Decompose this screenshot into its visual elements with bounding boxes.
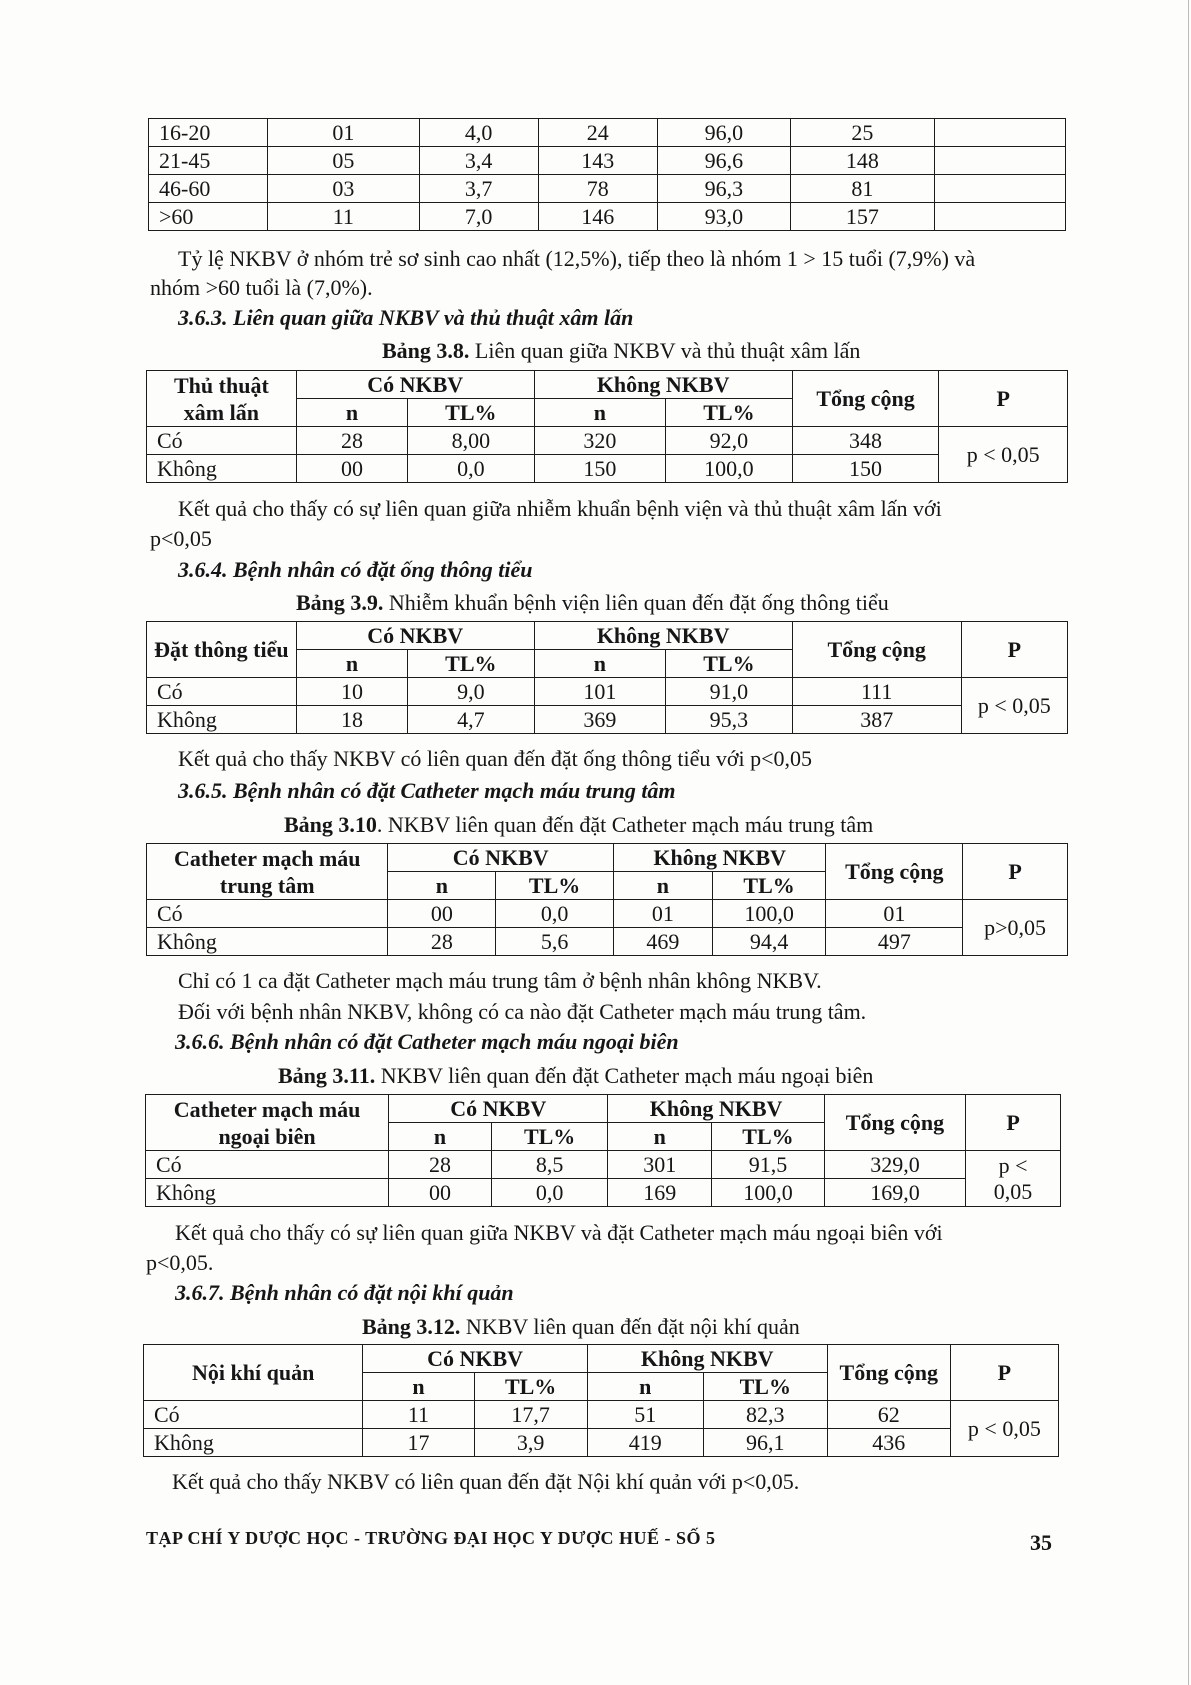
table-cell: 81 [790,175,934,203]
section-heading-3-6-5: 3.6.5. Bệnh nhân có đặt Catheter mạch máu trung tâm [178,778,676,803]
table-cell [934,147,1065,175]
row-header-cell: Thủ thuật xâm lấn [147,371,297,427]
table-cell: 7,0 [419,203,538,231]
table-cell: 4,7 [408,706,535,734]
khong-nkbv-header: Không NKBV [613,844,826,872]
table-cell: Không [147,455,297,483]
p-header: P [966,1095,1061,1151]
age-group-table [148,118,1066,231]
p-value: p < 0,05 [961,678,1067,734]
table-cell: 3,4 [419,147,538,175]
table-cell: Có [144,1401,363,1429]
table-row [149,147,1066,175]
table-cell: 92,0 [666,427,793,455]
tl-header: TL% [703,1373,827,1401]
table-cell: 00 [388,900,496,928]
table-cell: 0,0 [496,900,614,928]
scan-edge-line [1188,0,1189,1685]
table-cell: 96,1 [703,1429,827,1457]
result-3-9: Kết quả cho thấy NKBV có liên quan đến đặt ống thông tiểu với p<0,05 [178,746,813,771]
row-header-cell: Catheter mạch máu ngoại biên [146,1095,389,1151]
section-heading-3-6-6: 3.6.6. Bệnh nhân có đặt Catheter mạch máu ngoại biên [175,1029,679,1054]
table-cell: Có [147,427,297,455]
table-cell: 369 [534,706,666,734]
tl-header: TL% [666,650,793,678]
table-cell: 62 [827,1401,950,1429]
table-row [147,455,1068,483]
table-cell: 348 [792,427,939,455]
table-cell: 100,0 [712,1179,825,1207]
tl-header: TL% [666,399,793,427]
table-caption-3-11: Bảng 3.11. NKBV liên quan đến đặt Catheter mạch máu ngoại biên [278,1063,874,1088]
table-cell [934,203,1065,231]
table-cell [934,175,1065,203]
table-cell: 146 [538,203,657,231]
tl-header: TL% [491,1123,608,1151]
table-cell: 8,00 [408,427,535,455]
table-cell: 3,9 [474,1429,587,1457]
table-cell: 100,0 [712,900,826,928]
table-cell: 05 [268,147,419,175]
table-cell: 10 [296,678,407,706]
tl-header: TL% [408,399,535,427]
table-3-8 [146,370,1068,483]
table-cell: 3,7 [419,175,538,203]
table-row [146,1179,1061,1207]
n-header: n [534,650,666,678]
tong-cong-header: Tổng cộng [827,1345,950,1401]
table-cell: Không [144,1429,363,1457]
n-header: n [534,399,666,427]
row-header-cell: Catheter mạch máu trung tâm [147,844,388,900]
co-nkbv-header: Có NKBV [296,622,534,650]
n-header: n [296,399,407,427]
table-cell: 96,0 [657,119,790,147]
table-cell: 01 [613,900,712,928]
table-cell: 111 [792,678,961,706]
table-row [147,427,1068,455]
section-heading-3-6-7: 3.6.7. Bệnh nhân có đặt nội khí quản [175,1280,514,1305]
table-3-9 [146,621,1068,734]
co-nkbv-header: Có NKBV [388,844,613,872]
row-header-cell: Nội khí quản [144,1345,363,1401]
table-cell: 17,7 [474,1401,587,1429]
table-cell: 11 [268,203,419,231]
table-row [147,706,1068,734]
table-cell: 95,3 [666,706,793,734]
table-cell: 28 [388,928,496,956]
table-cell: 329,0 [824,1151,965,1179]
table-caption-3-9: Bảng 3.9. Nhiễm khuẩn bệnh viện liên quan đến đặt ống thông tiểu [296,590,889,615]
table-cell: 91,5 [712,1151,825,1179]
result-3-12: Kết quả cho thấy NKBV có liên quan đến đặt Nội khí quản với p<0,05. [172,1469,800,1494]
n-header: n [608,1123,712,1151]
table-cell: 0,0 [491,1179,608,1207]
p-value: p < 0,05 [939,427,1068,483]
table-row [147,928,1068,956]
p-header: P [961,622,1067,678]
table-row [146,1151,1061,1179]
p-header: P [963,844,1068,900]
table-3-11 [145,1094,1061,1207]
tong-cong-header: Tổng cộng [826,844,963,900]
tl-header: TL% [712,1123,825,1151]
row-header-cell: Đặt thông tiểu [147,622,297,678]
table-cell: 00 [296,455,407,483]
table-cell: 01 [268,119,419,147]
table-cell [934,119,1065,147]
n-header: n [388,872,496,900]
tong-cong-header: Tổng cộng [792,622,961,678]
p-value: p < 0,05 [950,1401,1058,1457]
n-header: n [296,650,407,678]
note-3-10-line1: Chỉ có 1 ca đặt Catheter mạch máu trung tâm ở bệnh nhân không NKBV. [178,968,822,993]
table-cell: 8,5 [491,1151,608,1179]
table-cell: 46-60 [149,175,268,203]
tong-cong-header: Tổng cộng [792,371,939,427]
table-cell: 94,4 [712,928,826,956]
table-3-10 [146,843,1068,956]
journal-footer: TẠP CHÍ Y DƯỢC HỌC - TRƯỜNG ĐẠI HỌC Y DƯỢC HUẾ - SỐ 5 [146,1528,716,1548]
p-header: P [939,371,1068,427]
table-cell: 11 [363,1401,474,1429]
table-cell: 150 [792,455,939,483]
table-caption-3-12: Bảng 3.12. NKBV liên quan đến đặt nội khí quản [362,1314,800,1339]
tl-header: TL% [474,1373,587,1401]
table-cell: 82,3 [703,1401,827,1429]
table-cell: 16-20 [149,119,268,147]
n-header: n [587,1373,703,1401]
section-heading-3-6-4: 3.6.4. Bệnh nhân có đặt ống thông tiểu [178,557,533,582]
n-header: n [613,872,712,900]
table-cell: 78 [538,175,657,203]
table-cell: 148 [790,147,934,175]
table-cell: 03 [268,175,419,203]
p-header: P [950,1345,1058,1401]
section-heading-3-6-3: 3.6.3. Liên quan giữa NKBV và thủ thuật xâm lấn [178,305,634,330]
table-cell: >60 [149,203,268,231]
table-caption-3-10: Bảng 3.10. NKBV liên quan đến đặt Catheter mạch máu trung tâm [284,812,874,837]
table-cell: 320 [534,427,666,455]
table-row [147,900,1068,928]
tl-header: TL% [712,872,826,900]
table-row [149,175,1066,203]
table-cell: 91,0 [666,678,793,706]
table-cell: 419 [587,1429,703,1457]
tl-header: TL% [496,872,614,900]
table-cell: 101 [534,678,666,706]
table-cell: Có [146,1151,389,1179]
table-cell: 4,0 [419,119,538,147]
table-cell: 157 [790,203,934,231]
table-cell: 469 [613,928,712,956]
page-number: 35 [1030,1530,1052,1555]
table-row [149,203,1066,231]
table-cell: 96,6 [657,147,790,175]
table-row [144,1429,1059,1457]
result-3-8-line2: p<0,05 [150,526,212,551]
table-cell: 93,0 [657,203,790,231]
co-nkbv-header: Có NKBV [363,1345,587,1373]
table-cell: 169,0 [824,1179,965,1207]
table-cell: 28 [296,427,407,455]
result-3-8-line1: Kết quả cho thấy có sự liên quan giữa nhiễm khuẩn bệnh viện và thủ thuật xâm lấn với [178,496,942,521]
tl-header: TL% [408,650,535,678]
table-cell: 25 [790,119,934,147]
table-cell: 143 [538,147,657,175]
table-cell: 51 [587,1401,703,1429]
table-cell: 436 [827,1429,950,1457]
khong-nkbv-header: Không NKBV [608,1095,824,1123]
khong-nkbv-header: Không NKBV [534,371,792,399]
note-3-10-line2: Đối với bệnh nhân NKBV, không có ca nào đặt Catheter mạch máu trung tâm. [178,999,867,1024]
table-cell: 301 [608,1151,712,1179]
table-cell: Không [147,928,388,956]
table-cell: 96,3 [657,175,790,203]
table-row [147,678,1068,706]
table-cell: 28 [389,1151,492,1179]
table-caption-3-8: Bảng 3.8. Liên quan giữa NKBV và thủ thuật xâm lấn [382,338,861,363]
table-cell: 24 [538,119,657,147]
table-cell: 169 [608,1179,712,1207]
age-paragraph-line1: Tỷ lệ NKBV ở nhóm trẻ sơ sinh cao nhất (12,5%), tiếp theo là nhóm 1 > 15 tuổi (7,9%) và [178,246,976,271]
tong-cong-header: Tổng cộng [824,1095,965,1151]
table-row [144,1401,1059,1429]
table-cell: 01 [826,900,963,928]
p-value: p>0,05 [963,900,1068,956]
khong-nkbv-header: Không NKBV [587,1345,827,1373]
table-cell: Không [147,706,297,734]
table-cell: Có [147,678,297,706]
table-cell: 100,0 [666,455,793,483]
table-cell: Có [147,900,388,928]
khong-nkbv-header: Không NKBV [534,622,792,650]
n-header: n [389,1123,492,1151]
age-paragraph-line2: nhóm >60 tuổi là (7,0%). [150,275,373,300]
p-value: p < 0,05 [966,1151,1061,1207]
table-cell: 497 [826,928,963,956]
n-header: n [363,1373,474,1401]
result-3-11-line2: p<0,05. [146,1250,214,1275]
table-cell: 18 [296,706,407,734]
table-row [149,119,1066,147]
co-nkbv-header: Có NKBV [389,1095,608,1123]
table-cell: 17 [363,1429,474,1457]
table-cell: 387 [792,706,961,734]
table-cell: 5,6 [496,928,614,956]
co-nkbv-header: Có NKBV [296,371,534,399]
result-3-11-line1: Kết quả cho thấy có sự liên quan giữa NKBV và đặt Catheter mạch máu ngoại biên với [175,1220,943,1245]
table-cell: Không [146,1179,389,1207]
table-cell: 21-45 [149,147,268,175]
table-cell: 150 [534,455,666,483]
table-3-12 [143,1344,1059,1457]
table-cell: 9,0 [408,678,535,706]
table-cell: 00 [389,1179,492,1207]
table-cell: 0,0 [408,455,535,483]
